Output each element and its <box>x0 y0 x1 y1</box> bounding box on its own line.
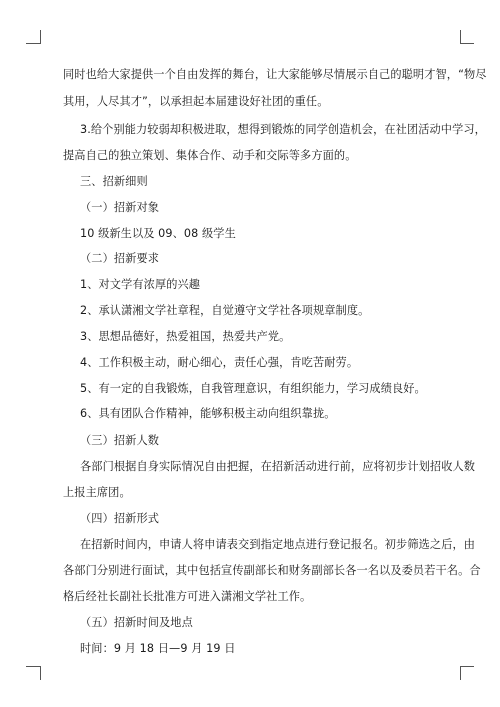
crop-mark-bottom-left-h <box>26 666 40 667</box>
paragraph-line: 3.给个别能力较弱却积极进取，想得到锻炼的同学创造机会，在社团活动中学习， <box>80 123 486 136</box>
list-item: 1、对文学有浓厚的兴趣 <box>80 278 201 291</box>
list-item: 6、具有团队合作精神，能够积极主动向组织靠拢。 <box>80 407 336 420</box>
list-item: 5、有一定的自我锻炼，自我管理意识，有组织能力，学习成绩良好。 <box>80 382 426 395</box>
crop-mark-top-left-v <box>40 30 41 44</box>
paragraph-line: 格后经社长副社长批准方可进入潇湘文学社工作。 <box>63 590 312 603</box>
section-heading: 三、招新细则 <box>80 175 148 188</box>
paragraph-line: 同时也给大家提供一个自由发挥的舞台，让大家能够尽情展示自己的聪明才智，“物尽 <box>63 68 487 81</box>
paragraph-line: 其用，人尽其才”，以承担起本届建设好社团的重任。 <box>63 95 329 108</box>
subsection-heading: （五）招新时间及地点 <box>80 616 193 629</box>
list-item: 2、承认潇湘文学社章程，自觉遵守文学社各项规章制度。 <box>80 304 370 317</box>
paragraph-line: 时间：9 月 18 日—9 月 19 日 <box>80 642 236 655</box>
paragraph-line: 提高自己的独立策划、集体合作、动手和交际等多方面的。 <box>63 149 357 162</box>
paragraph-line: 在招新时间内，申请人将申请表交到指定地点进行登记报名。初步筛选之后，由 <box>80 538 476 551</box>
paragraph-line: 上报主席团。 <box>63 486 131 499</box>
paragraph-line: 10 级新生以及 09、08 级学生 <box>80 227 236 240</box>
crop-mark-top-left-h <box>26 43 40 44</box>
subsection-heading: （四）招新形式 <box>80 512 160 525</box>
paragraph-line: 各部门根据自身实际情况自由把握，在招新活动进行前，应将初步计划招收人数 <box>80 460 476 473</box>
list-item: 3、思想品德好，热爱祖国，热爱共产党。 <box>80 330 291 343</box>
subsection-heading: （三）招新人数 <box>80 434 160 447</box>
crop-mark-top-right-h <box>460 43 474 44</box>
subsection-heading: （一）招新对象 <box>80 201 160 214</box>
subsection-heading: （二）招新要求 <box>80 252 160 265</box>
paragraph-line: 各部门分别进行面试，其中包括宣传副部长和财务副部长各一名以及委员若干名。合 <box>63 564 481 577</box>
crop-mark-top-right-v <box>460 30 461 44</box>
crop-mark-bottom-right-h <box>460 666 474 667</box>
list-item: 4、工作积极主动，耐心细心，责任心强，肯吃苦耐劳。 <box>80 356 359 369</box>
crop-mark-bottom-left-v <box>40 666 41 680</box>
crop-mark-bottom-right-v <box>460 666 461 680</box>
